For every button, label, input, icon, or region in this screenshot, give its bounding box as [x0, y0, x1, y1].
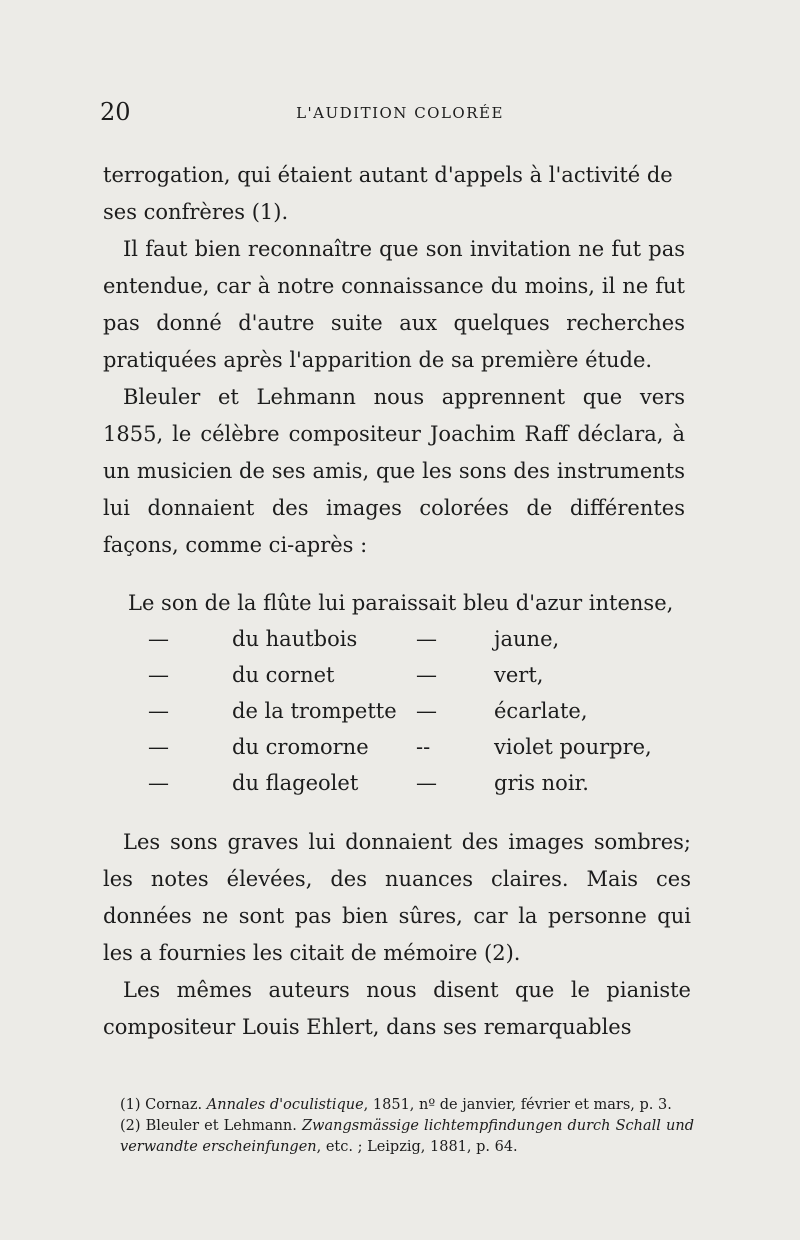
ditto-dash: — — [148, 771, 169, 795]
ditto-dash: — — [416, 699, 437, 723]
footnote-details: , 1851, nº de janvier, février et mars, p. 3. — [363, 1097, 672, 1113]
ditto-dash: — — [148, 627, 169, 651]
paragraph: Il faut bien reconnaître que son invitation ne fut pas entendue, car à notre connaissance du moins, il ne fut pas donné d'autre suite aux quelques recherches pratiquées après l'apparition de sa première étude. — [103, 237, 685, 372]
footnote-details: , etc. ; Leipzig, 1881, p. 64. — [316, 1139, 518, 1155]
instrument-color-list — [128, 585, 688, 801]
footnote-title: Zwangsmässige lichtempfindungen durch Schall und verwandte erscheinfungen — [120, 1118, 695, 1155]
main-text — [103, 157, 685, 564]
list-first-line: Le son de la flûte lui paraissait bleu d'azur intense, — [128, 591, 674, 615]
ditto-dash: — — [416, 663, 437, 687]
instrument-name: de la trompette — [232, 699, 397, 723]
color-name: jaune, — [494, 627, 560, 651]
paragraph: terrogation, qui étaient autant d'appels à l'activité de ses confrères (1). — [103, 163, 673, 224]
instrument-name: du hautbois — [232, 627, 358, 651]
footnote — [120, 1095, 694, 1116]
color-name: violet pourpre, — [494, 735, 652, 759]
footnote-author: Cornaz. — [145, 1097, 203, 1113]
paragraph: Les sons graves lui donnaient des images sombres; les notes élevées, des nuances claires. Mais ces données ne sont pas bien sûres, car la personne qui les a fournies les citait de mémoire (2). — [103, 830, 691, 965]
paragraph: Bleuler et Lehmann nous apprennent que vers 1855, le célèbre compositeur Joachim Raff déclara, à un musicien de ses amis, que les sons des instruments lui donnaient des images colorées de différentes façons, comme ci-après : — [103, 385, 685, 557]
instrument-name: du cornet — [232, 663, 335, 687]
list-row — [128, 729, 688, 765]
ditto-dash: — — [148, 699, 169, 723]
main-text-continued — [103, 824, 691, 1046]
list-row — [128, 765, 688, 801]
ditto-dash: -- — [416, 735, 431, 759]
ditto-dash: — — [416, 627, 437, 651]
page-header — [100, 98, 700, 138]
paragraph: Les mêmes auteurs nous disent que le pianiste compositeur Louis Ehlert, dans ses remarquables — [103, 978, 691, 1039]
color-name: écarlate, — [494, 699, 588, 723]
list-row — [128, 621, 688, 657]
color-name: gris noir. — [494, 771, 589, 795]
footnote-mark: (2) — [120, 1118, 141, 1134]
ditto-dash: — — [416, 771, 437, 795]
list-row — [128, 693, 688, 729]
ditto-dash: — — [148, 735, 169, 759]
footnote-author: Bleuler et Lehmann. — [145, 1118, 297, 1134]
color-name: vert, — [494, 663, 544, 687]
page-number: 20 — [100, 98, 131, 126]
footnote-title: Annales d'oculistique — [206, 1097, 364, 1113]
footnotes — [120, 1095, 694, 1158]
instrument-name: du cromorne — [232, 735, 369, 759]
instrument-name: du flageolet — [232, 771, 359, 795]
footnote — [120, 1116, 694, 1158]
ditto-dash: — — [148, 663, 169, 687]
list-row — [128, 657, 688, 693]
running-title: L'AUDITION COLORÉE — [296, 104, 504, 122]
footnote-mark: (1) — [120, 1097, 141, 1113]
